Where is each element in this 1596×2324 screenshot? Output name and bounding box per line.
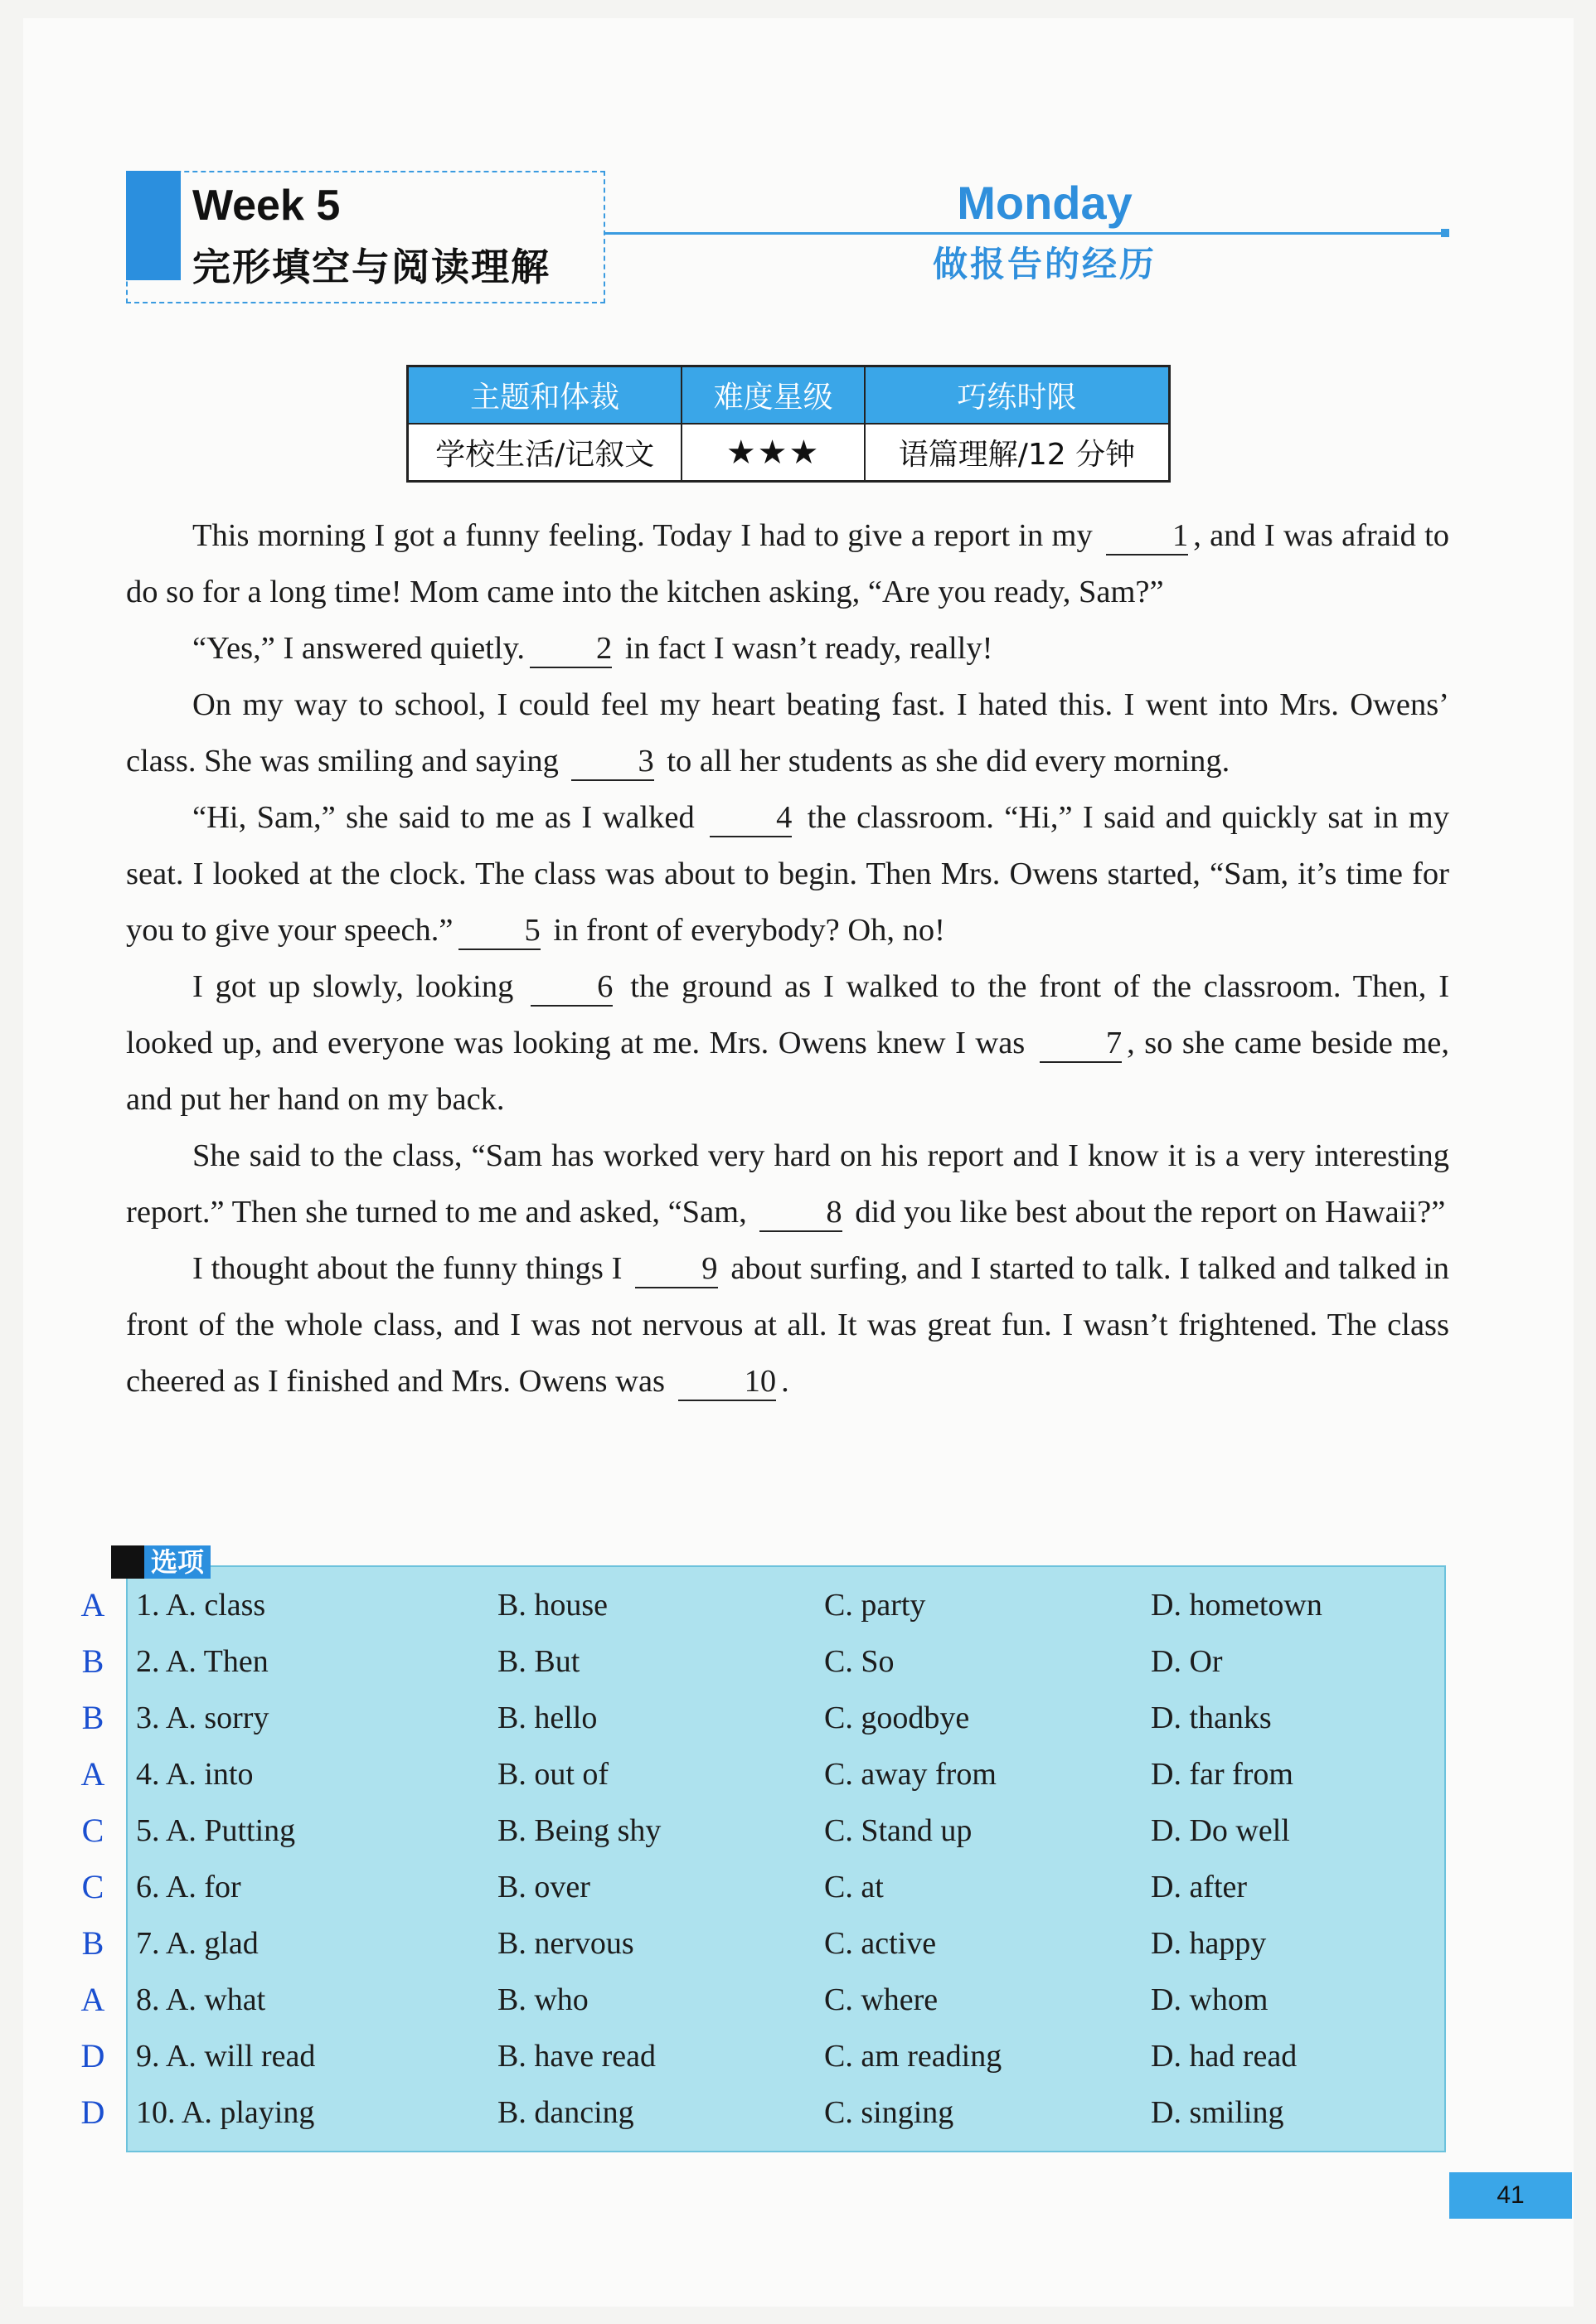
text-run: about surfing, and I started to talk. I talked and talked in front of the whole class, and I was not nervous at all. It was great fun. I wasn’t frightened. The class cheered as I finished and Mrs. Owens was (126, 1251, 1450, 1399)
option-c[interactable]: C. away from (824, 1757, 997, 1792)
section-title: 完形填空与阅读理解 (192, 245, 551, 289)
blank-6[interactable]: 6 (531, 968, 613, 1007)
paragraph-6 (126, 1128, 1449, 1240)
option-d[interactable]: D. happy (1151, 1926, 1267, 1961)
option-b[interactable]: B. out of (497, 1757, 609, 1792)
option-c[interactable]: C. at (824, 1870, 884, 1904)
option-b[interactable]: B. who (497, 1982, 589, 2017)
option-a[interactable]: 10. A. playing (136, 2095, 315, 2130)
paragraph-3 (126, 677, 1449, 789)
blank-10[interactable]: 10 (678, 1363, 777, 1401)
paragraph-1 (126, 507, 1449, 620)
option-b[interactable]: B. hello (497, 1701, 598, 1735)
option-a[interactable]: 7. A. glad (136, 1926, 259, 1961)
option-row (0, 1633, 1459, 1690)
option-a[interactable]: 5. A. Putting (136, 1813, 296, 1848)
option-b[interactable]: B. nervous (497, 1926, 634, 1961)
option-b[interactable]: B. house (497, 1588, 608, 1623)
blank-5[interactable]: 5 (458, 912, 541, 950)
option-row (0, 1972, 1459, 2028)
text-run: , so she came beside me, and put her hand on my back. (126, 1026, 1449, 1117)
option-row (0, 1859, 1459, 1915)
info-value-stars: ★★★ (682, 424, 865, 482)
option-b[interactable]: B. But (497, 1644, 580, 1679)
options-tag (111, 1545, 211, 1579)
option-b[interactable]: B. have read (497, 2039, 656, 2074)
paragraph-7 (126, 1240, 1449, 1409)
blank-3[interactable]: 3 (571, 743, 653, 781)
answer-letter: B (81, 1642, 104, 1680)
option-d[interactable]: D. thanks (1151, 1701, 1272, 1735)
option-d[interactable]: D. whom (1151, 1982, 1269, 2017)
text-run: She said to the class, “Sam has worked very hard on his report and I know it is a very interesting report.” Then she turned to me and asked, “Sam, (126, 1138, 1449, 1230)
text-run: “Yes,” I answered quietly. (192, 631, 525, 666)
option-a[interactable]: 4. A. into (136, 1757, 254, 1792)
option-a[interactable]: 8. A. what (136, 1982, 266, 2017)
answer-letter: A (80, 1981, 105, 2018)
blank-2[interactable]: 2 (530, 630, 612, 668)
text-run: in front of everybody? Oh, no! (553, 913, 945, 948)
blank-7[interactable]: 7 (1040, 1025, 1122, 1063)
option-d[interactable]: D. had read (1151, 2039, 1298, 2074)
blank-1[interactable]: 1 (1106, 517, 1188, 556)
option-c[interactable]: C. So (824, 1644, 895, 1679)
option-d[interactable]: D. Do well (1151, 1813, 1290, 1848)
blank-8[interactable]: 8 (759, 1194, 842, 1232)
option-row (0, 1915, 1459, 1972)
answer-letter: D (80, 2037, 105, 2074)
option-row (0, 1746, 1459, 1802)
header-divider (605, 232, 1444, 235)
info-table (406, 365, 1171, 483)
text-run: the ground as I walked to the front of the classroom. Then, I looked up, and everyone was looking at me. Mrs. Owens knew I was (126, 969, 1450, 1060)
option-b[interactable]: B. over (497, 1870, 590, 1904)
text-run: the classroom. “Hi,” I said and quickly sat in my seat. I looked at the clock. The class was about to begin. Then Mrs. Owens started, “Sam, it’s time for you to give your speech.” (126, 800, 1449, 948)
answer-letter: D (80, 2094, 105, 2131)
week-title: Week 5 (192, 182, 341, 230)
paragraph-4 (126, 789, 1449, 958)
option-a[interactable]: 2. A. Then (136, 1644, 269, 1679)
info-value-time: 语篇理解/12 分钟 (865, 424, 1170, 482)
option-a[interactable]: 1. A. class (136, 1588, 266, 1623)
answer-letter: B (81, 1924, 104, 1962)
option-row (0, 2084, 1459, 2141)
info-header-difficulty: 难度星级 (682, 366, 865, 425)
option-c[interactable]: C. where (824, 1982, 939, 2017)
option-c[interactable]: C. active (824, 1926, 937, 1961)
text-run: in fact I wasn’t ready, really! (624, 631, 993, 666)
answer-letter: A (80, 1755, 105, 1793)
page-number: 41 (1449, 2172, 1572, 2219)
text-run: “Hi, Sam,” she said to me as I walked (192, 800, 695, 835)
option-a[interactable]: 9. A. will read (136, 2039, 316, 2074)
option-d[interactable]: D. Or (1151, 1644, 1223, 1679)
answer-letter: B (81, 1699, 104, 1736)
info-value-theme: 学校生活/记叙文 (408, 424, 682, 482)
text-run: On my way to school, I could feel my heart beating fast. I hated this. I went into Mrs. Owens’ class. She was smiling and saying (126, 687, 1449, 779)
option-row (0, 1577, 1459, 1633)
header-accent-bar (126, 171, 181, 280)
option-row (0, 2028, 1459, 2084)
info-table-value-row (408, 424, 1170, 482)
option-b[interactable]: B. Being shy (497, 1813, 662, 1848)
answer-letter: C (81, 1868, 104, 1905)
option-c[interactable]: C. singing (824, 2095, 954, 2130)
paragraph-2 (126, 620, 1449, 677)
option-c[interactable]: C. party (824, 1588, 926, 1623)
text-run: did you like best about the report on Hawaii?” (855, 1195, 1446, 1230)
blank-4[interactable]: 4 (710, 799, 792, 837)
text-run: . (781, 1364, 789, 1399)
text-run: , and I was afraid to do so for a long time! Mom came into the kitchen asking, “Are you ready, Sam?” (126, 518, 1450, 609)
option-row (0, 1802, 1459, 1859)
paragraph-5 (126, 958, 1449, 1128)
answer-letter: C (81, 1812, 104, 1849)
options-tag-square (111, 1545, 144, 1579)
info-table-header-row (408, 366, 1170, 425)
text-run: to all her students as she did every morning. (667, 744, 1230, 779)
option-d[interactable]: D. after (1151, 1870, 1248, 1904)
option-a[interactable]: 3. A. sorry (136, 1701, 269, 1735)
text-run: This morning I got a funny feeling. Today I had to give a report in my (192, 518, 1093, 553)
text-run: I thought about the funny things I (192, 1251, 623, 1286)
option-c[interactable]: C. goodbye (824, 1701, 970, 1735)
option-d[interactable]: D. hometown (1151, 1588, 1322, 1623)
info-header-time: 巧练时限 (865, 366, 1170, 425)
info-header-theme: 主题和体裁 (408, 366, 682, 425)
option-d[interactable]: D. far from (1151, 1757, 1293, 1792)
option-c[interactable]: C. am reading (824, 2039, 1002, 2074)
topic-title: 做报告的经历 (932, 244, 1157, 284)
header-divider-end (1441, 229, 1449, 237)
day-title: Monday (957, 177, 1133, 229)
answer-letter: A (80, 1586, 105, 1623)
option-b[interactable]: B. dancing (497, 2095, 634, 2130)
text-run: I got up slowly, looking (192, 969, 514, 1004)
option-a[interactable]: 6. A. for (136, 1870, 241, 1904)
option-c[interactable]: C. Stand up (824, 1813, 973, 1848)
passage (126, 507, 1449, 1409)
option-row (0, 1690, 1459, 1746)
option-d[interactable]: D. smiling (1151, 2095, 1284, 2130)
options-label: 选项 (144, 1545, 211, 1579)
blank-9[interactable]: 9 (635, 1250, 717, 1288)
